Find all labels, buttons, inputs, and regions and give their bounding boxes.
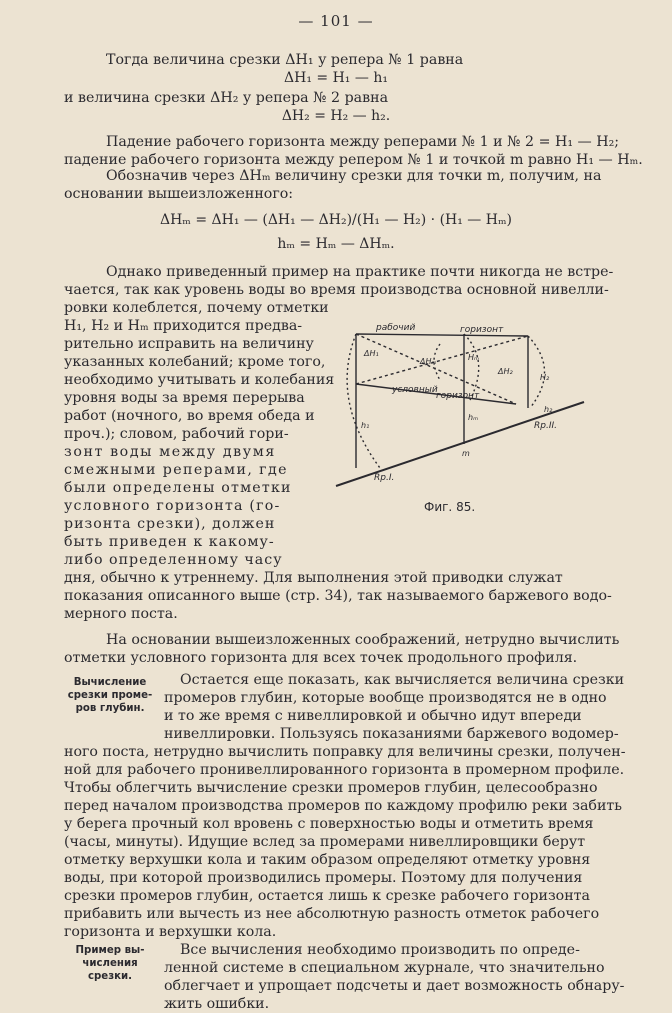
text-line: основании вышеизложенного: [64, 186, 294, 202]
text-line: промеров глубин, которые вообще производятся не в одно [164, 690, 607, 706]
figure-caption: Фиг. 85. [424, 500, 476, 514]
text-line: работ (ночного, во время обеда и [64, 408, 315, 424]
text-line: жить ошибки. [164, 996, 270, 1012]
text-line: либо определенному часу [64, 552, 283, 568]
text-line: дня, обычно к утреннему. Для выполнения этой приводки служат [64, 570, 563, 586]
text-line: Падение рабочего горизонта между реперами № 1 и № 2 = H₁ — H₂; [106, 134, 620, 150]
text-line: ризонта срезки), должен [64, 516, 276, 532]
text-line: падение рабочего горизонта между репером № 1 и точкой m равно H₁ — Hₘ. [64, 152, 643, 168]
text-line: ленной системе в специальном журнале, что значительно [164, 960, 605, 976]
text-line: ной для рабочего пронивеллированного горизонта в промерном профиле. [64, 762, 625, 778]
label-h2: h₂ [544, 405, 553, 414]
page-number: — 101 — [298, 12, 374, 30]
text-line: Чтобы облегчить вычисление срезки промеров глубин, целесообразно [64, 780, 598, 796]
text-line: смежными реперами, где [64, 462, 288, 478]
text-line: и то же время с нивеллировкой и обычно идут впереди [164, 708, 582, 724]
text-line: облегчает и упрощает подсчеты и дает возможность обнару- [164, 978, 625, 994]
text-line: Обозначив через ΔHₘ величину срезки для точки m, получим, на [106, 168, 602, 184]
text-line: быть приведен к какому- [64, 534, 275, 550]
sidenote-line: срезки проме- [67, 690, 153, 701]
formula-4: hₘ = Hₘ — ΔHₘ. [277, 236, 395, 252]
label-dh2: ΔH₂ [498, 367, 513, 376]
text-line: перед началом производства промеров по каждому профилю реки забить [64, 798, 622, 814]
sidenote-line: числения [82, 958, 138, 969]
text-line: На основании вышеизложенных соображений, нетрудно вычислить [106, 632, 620, 648]
label-hm-upper: Hₘ [468, 353, 479, 362]
formula-2: ΔH₂ = H₂ — h₂. [281, 108, 391, 124]
label-h2-upper: H₂ [540, 373, 550, 382]
formula-1-intro: Тогда величина срезки ΔH₁ у репера № 1 равна [106, 52, 464, 68]
sidenote-depth [60, 676, 160, 715]
text-line: горизонта и верхушки кола. [64, 924, 277, 940]
text-line: проч.); словом, рабочий гори- [64, 426, 289, 442]
sidenote-line: Пример вы- [75, 945, 145, 956]
sidenote-example [60, 944, 160, 983]
text-line: уровня воды за время перерыва [64, 390, 305, 406]
sidenote-line: срезки. [87, 971, 133, 982]
sidenote-line: Вычисление [73, 677, 147, 688]
text-line: указанных колебаний; кроме того, [64, 354, 326, 370]
label-dhm: ΔHₘ [420, 357, 437, 366]
text-line: ровки колеблется, почему отметки [64, 300, 329, 316]
construction-line [356, 336, 528, 384]
label-dh1: ΔH₁ [364, 349, 379, 358]
text-line: прибавить или вычесть из нее абсолютную разность отметок рабочего [64, 906, 600, 922]
label-horizon-mid: горизонт [436, 391, 480, 401]
label-conditional: условный [392, 385, 438, 395]
text-line: у берега прочный кол вровень с поверхностью воды и отметить время [64, 816, 594, 832]
formula-3: ΔHₘ = ΔH₁ — (ΔH₁ — ΔH₂)/(H₁ — H₂) · (H₁ — Hₘ) [159, 212, 513, 228]
text-line: нивеллировки. Пользуясь показаниями баржевого водомер- [164, 726, 619, 742]
text-line: мерного поста. [64, 606, 178, 622]
text-line: Все вычисления необходимо производить по опреде- [180, 942, 580, 958]
text-line: показания описанного выше (стр. 34), так называемого баржевого водо- [64, 588, 612, 604]
label-rp2: Rp.II. [534, 421, 557, 431]
text-line: чается, так как уровень воды во время производства основной нивелли- [64, 282, 609, 298]
text-line: условного горизонта (го- [64, 498, 281, 514]
text-line: Однако приведенный пример на практике почти никогда не встре- [106, 264, 614, 280]
text-line: (часы, минуты). Идущие вслед за промерами нивеллировщики берут [64, 834, 586, 850]
label-m: m [462, 449, 470, 458]
label-rp1: Rp.I. [374, 473, 395, 483]
text-line: отметку верхушки кола и таким образом определяют отметку уровня [64, 852, 591, 868]
formula-1: ΔH₁ = H₁ — h₁ [284, 70, 388, 86]
text-line: отметки условного горизонта для всех точек продольного профиля. [64, 650, 578, 666]
label-h1: h₁ [361, 421, 370, 430]
label-hm: hₘ [468, 413, 479, 422]
text-line: зонт воды между двумя [64, 444, 276, 460]
text-line: были определены отметки [64, 480, 292, 496]
text-line: рительно исправить на величину [64, 336, 314, 352]
dimension-arc [528, 336, 545, 408]
label-working: рабочий [376, 323, 416, 333]
text-line: необходимо учитывать и колебания [64, 372, 335, 388]
text-line: срезки промеров глубин, остается лишь к срезке рабочего горизонта [64, 888, 590, 904]
text-line: Остается еще показать, как вычисляется величина срезки [180, 672, 625, 688]
text-line: ного поста, нетрудно вычислить поправку для величины срезки, получен- [64, 744, 626, 760]
formula-2-intro: и величина срезки ΔH₂ у репера № 2 равна [64, 90, 389, 106]
label-horizon-top: горизонт [460, 325, 504, 335]
text-line: воды, при которой производились промеры. Поэтому для получения [64, 870, 583, 886]
sidenote-line: ров глубин. [75, 703, 145, 714]
text-line: H₁, H₂ и Hₘ приходится предва- [64, 318, 303, 334]
